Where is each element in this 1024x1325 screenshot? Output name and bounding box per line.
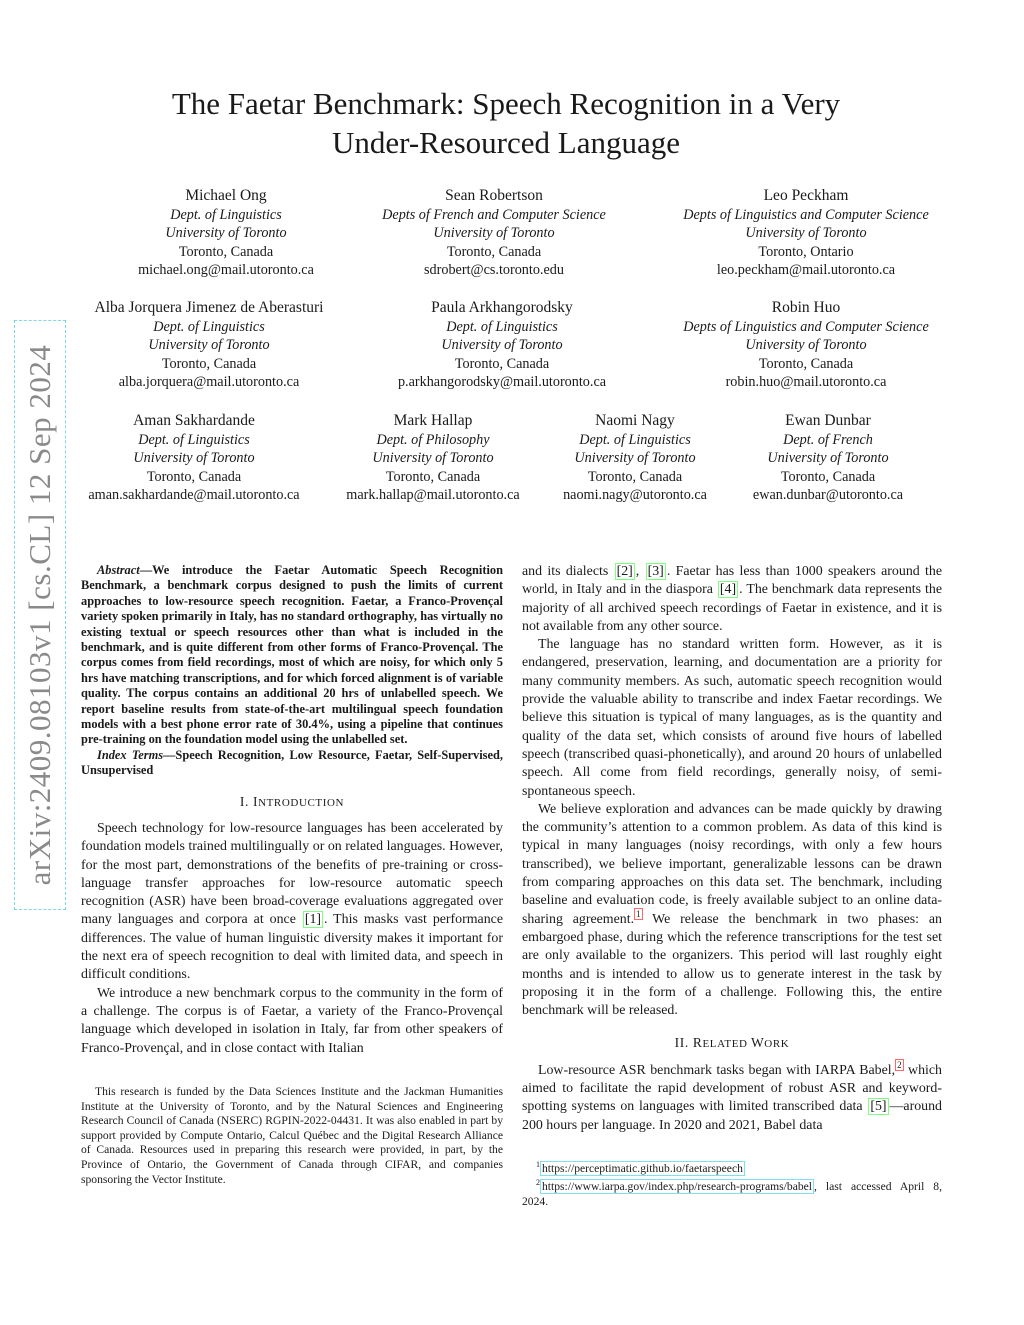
arxiv-identifier: arXiv:2409.08103v1 [cs.CL] 12 Sep 2024: [22, 344, 57, 886]
author-dept: Depts of French and Computer Science: [382, 206, 606, 223]
footnote-url-link[interactable]: https://www.iarpa.gov/index.php/research-programs/babel: [542, 1180, 813, 1194]
author-block: [126, 186, 326, 280]
author-city: Toronto, Canada: [178, 243, 274, 260]
author-university: University of Toronto: [433, 225, 555, 242]
author-email: sdrobert@cs.toronto.edu: [424, 262, 564, 279]
author-dept: Dept. of French: [783, 431, 873, 448]
footnote-2: $^2$ https://www.iarpa.gov/index.php/research-programs/babel , last accessed April 8, 2024.: [522, 1178, 942, 1208]
footnote-1: $^1$ https://perceptimatic.github.io/faetarspeech: [536, 1160, 743, 1175]
author-city: Toronto, Ontario: [758, 243, 854, 260]
author-email: ewan.dunbar@utoronto.ca: [752, 487, 904, 504]
author-university: University of Toronto: [165, 225, 287, 242]
author-university: University of Toronto: [745, 225, 867, 242]
citation-link[interactable]: [5]: [870, 1099, 887, 1115]
author-city: Toronto, Canada: [758, 355, 854, 372]
index-terms: [81, 748, 503, 779]
citation-link[interactable]: [1]: [304, 912, 322, 928]
intro-paragraph-continued: and its dialects [2] , [3] . Faetar has less than 1000 speakers around the world, in Italy and in the diaspora [4] . The benchmark data represents the majority of all archived speech recordings of Faetar in existence, and it is not available from any other source.: [522, 564, 943, 634]
author-city: Toronto, Canada: [454, 355, 550, 372]
author-name: Aman Sakhardande: [133, 412, 255, 429]
index-terms-text: —Speech Recognition, Low Resource, Faetar, Self-Supervised, Unsupervised: [81, 747, 503, 778]
author-email: michael.ong@mail.utoronto.ca: [138, 262, 314, 279]
author-university: University of Toronto: [767, 450, 889, 467]
citation-link[interactable]: [2]: [616, 564, 633, 579]
footnote-reference-link[interactable]: 2: [897, 1060, 902, 1071]
author-name: Paula Arkhangorodsky: [431, 299, 573, 316]
author-block: [660, 298, 952, 392]
author-block: [70, 298, 348, 392]
author-dept: Dept. of Philosophy: [376, 431, 490, 448]
author-email: naomi.nagy@utoronto.ca: [563, 487, 707, 504]
author-city: Toronto, Canada: [780, 468, 876, 485]
author-dept: Dept. of Linguistics: [153, 318, 265, 335]
author-block: [660, 186, 952, 280]
related-work-paragraph-1: Low-resource ASR benchmark tasks began with IARPA Babel, $^2$ which aimed to facilitate the rapid development of robust ASR and keyword-spotting systems on languages with limited transcribed data [5] —around 200 hours per language. In 2020 and 2021, Babel data: [522, 1060, 942, 1133]
author-university: University of Toronto: [372, 450, 494, 467]
abstract-label: Abstract: [97, 563, 140, 577]
author-name: Sean Robertson: [445, 187, 543, 204]
intro-paragraph-3: The language has no standard written form. However, as it is endangered, preservation, learning, and documentation are a priority for many community members. As such, automatic speech recognition would provide the valuable ability to transcribe and index Faetar recordings. We believe this situation is typical of many languages, as is the quantity and quality of the data set, which consists of around five hours of labelled speech (transcribed quasi-phonetically), and around 20 hours of unlabelled speech. All come from field recordings, generally noisy, of semi-spontaneous speech.: [522, 637, 942, 799]
right-column: [522, 563, 942, 1135]
title-line-1: The Faetar Benchmark: Speech Recognition in a Very: [171, 86, 841, 121]
author-block: [352, 186, 636, 280]
author-block: [76, 411, 312, 505]
author-name: Ewan Dunbar: [785, 412, 871, 429]
author-email: alba.jorquera@mail.utoronto.ca: [118, 374, 300, 391]
arxiv-side-stamp: [14, 320, 66, 910]
author-university: University of Toronto: [574, 450, 696, 467]
paper-title: [100, 84, 912, 162]
author-dept: Dept. of Linguistics: [170, 206, 282, 223]
citation-link[interactable]: [4]: [719, 582, 737, 598]
author-block: [380, 298, 624, 392]
author-name: Robin Huo: [771, 299, 841, 316]
author-city: Toronto, Canada: [146, 468, 242, 485]
author-dept: Dept. of Linguistics: [138, 431, 250, 448]
author-dept: Depts of Linguistics and Computer Science: [683, 318, 929, 335]
author-email: p.arkhangorodsky@mail.utoronto.ca: [397, 374, 607, 391]
footnotes: [522, 1158, 942, 1210]
footnote-reference-link[interactable]: 1: [636, 909, 641, 920]
author-university: University of Toronto: [441, 337, 563, 354]
left-column: [81, 563, 503, 1058]
author-city: Toronto, Canada: [385, 468, 481, 485]
author-block: [550, 411, 720, 505]
author-email: leo.peckham@mail.utoronto.ca: [716, 262, 896, 279]
section-heading-introduction: I. INTRODUCTION: [239, 793, 345, 809]
author-name: Naomi Nagy: [595, 412, 675, 429]
funding-footnote: This research is funded by the Data Sciences Institute and the Jackman Humanities Institute at the University of Toronto, and by the Natural Sciences and Engineering Research Council of Canada (NSERC) RGPIN-2022-04431. It was also enabled in part by support provided by Compute Ontario, Calcul Québec and the Digital Research Alliance of Canada. Resources used in preparing this research were provided, in part, by the Province of Ontario, the Government of Canada through CIFAR, and companies sponsoring the Vector Institute.: [81, 1085, 503, 1186]
author-email: robin.huo@mail.utoronto.ca: [725, 374, 887, 391]
title-line-2: Under-Resourced Language: [332, 125, 680, 160]
intro-paragraph-1: Speech technology for low-resource languages has been accelerated by foundation models trained multilingually or on related languages. However, for the most part, demonstrations of the benefits of pre-training or cross-language transfer approaches for low-resource automatic speech recognition (ASR) have been broad-coverage evaluations aggregated over many languages and corpora at once [1] . This masks vast performance differences. The value of human linguistic diversity makes it important for the next era of speech recognition to deal with limited data, and speech in difficult conditions.: [81, 820, 503, 983]
author-name: Mark Hallap: [393, 412, 473, 429]
author-block: [336, 411, 530, 505]
author-email: aman.sakhardande@mail.utoronto.ca: [88, 487, 300, 504]
author-block: [738, 411, 918, 505]
abstract: [81, 563, 503, 748]
author-university: University of Toronto: [745, 337, 867, 354]
abstract-text: —We introduce the Faetar Automatic Speech Recognition Benchmark, a benchmark corpus designed to push the limits of current approaches to low-resource speech recognition. Faetar, a Franco-Provençal variety spoken primarily in Italy, has no standard orthography, has virtually no existing textual or speech resources other than what is included in the benchmark, and is quite different from other forms of Franco-Provençal. The corpus comes from field recordings, most of which are noisy, for which only 5 hrs have matching transcriptions, and for which forced alignment is of variable quality. The corpus contains an additional 20 hrs of unlabelled speech. We report baseline results from state-of-the-art multilingual speech foundation models with a best phone error rate of 30.4%, using a pipeline that continues pre-training on the foundation model using the unlabelled set.: [81, 563, 503, 747]
author-name: Michael Ong: [185, 187, 267, 204]
author-dept: Dept. of Linguistics: [446, 318, 558, 335]
author-university: University of Toronto: [148, 337, 270, 354]
author-name: Alba Jorquera Jimenez de Aberasturi: [94, 299, 324, 316]
footnote-url-link[interactable]: https://perceptimatic.github.io/faetarspeech: [542, 1161, 743, 1175]
section-heading-related-work: II. RELATED WORK: [674, 1035, 790, 1051]
author-email: mark.hallap@mail.utoronto.ca: [346, 487, 520, 504]
author-university: University of Toronto: [133, 450, 255, 467]
index-terms-label: Index Terms: [97, 747, 164, 762]
citation-link[interactable]: [3]: [647, 564, 664, 579]
author-dept: Dept. of Linguistics: [579, 431, 691, 448]
author-city: Toronto, Canada: [446, 243, 542, 260]
author-dept: Depts of Linguistics and Computer Science: [683, 206, 929, 223]
intro-paragraph-2: We introduce a new benchmark corpus to the community in the form of a challenge. The corpus is of Faetar, a variety of the Franco-Provençal language which developed in isolation in Italy, far from other speakers of Franco-Provençal, and in close contact with Italian: [81, 985, 503, 1056]
author-city: Toronto, Canada: [587, 468, 683, 485]
author-name: Leo Peckham: [763, 187, 849, 204]
intro-paragraph-4: We believe exploration and advances can be made quickly by drawing the community’s attention to a common problem. As data of this kind is typical in many languages (noisy recordings, with only a few hours transcribed), we believe important, generalizable lessons can be drawn from comparing approaches on this data set. The benchmark, including baseline and evaluation code, is freely available subject to an online data-sharing agreement. $^1$ We release the benchmark in two phases: an embargoed phase, during which the reference transcriptions for the test set are only available to the organizers. This period will last roughly eight months and is intended to allow us to generate interest in the task by proposing it in the form of a challenge. Following this, the entire benchmark will be released.: [522, 801, 942, 1019]
author-city: Toronto, Canada: [161, 355, 257, 372]
